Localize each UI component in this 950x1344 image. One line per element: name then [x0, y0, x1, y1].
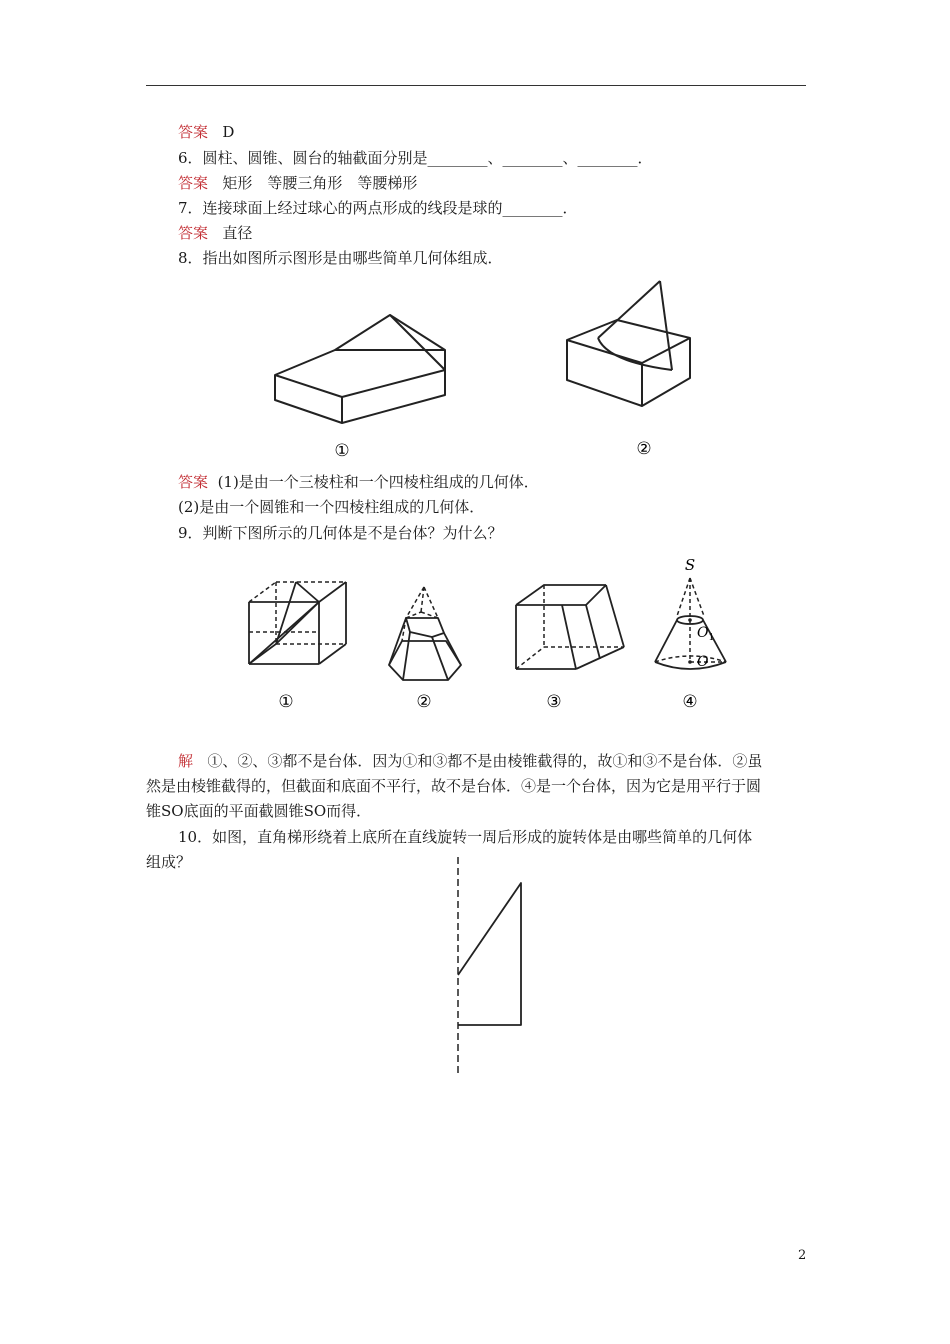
figure-oblique-frustum [386, 585, 466, 710]
figure-right-trapezoid [450, 855, 530, 1080]
center-label-o: O [697, 654, 709, 670]
solution-text: ①、②、③都不是台体．因为①和③都不是由棱锥截得的，故①和③不是台体．②虽 [207, 752, 763, 770]
q10-question-1: 10．如图，直角梯形绕着上底所在直线旋转一周后形成的旋转体是由哪些简单的几何体 [178, 828, 753, 846]
header-rule [146, 85, 806, 86]
answer-label: 答案 [178, 123, 209, 141]
center-point-o1 [688, 618, 692, 622]
center-label-o1: $O_1$ [697, 625, 715, 643]
apex-label-S: S [684, 556, 696, 574]
figure-cut-cube [246, 580, 356, 710]
answer-text: (1)是由一个三棱柱和一个四棱柱组成的几何体． [217, 473, 539, 491]
fig9-label-4: ④ [682, 692, 698, 712]
fig9-label-2: ② [416, 692, 432, 712]
q9-solution-2: 然是由棱锥截得的，但截面和底面不平行，故不是台体．④是一个台体，因为它是用平行于圆 [146, 777, 762, 795]
q6-question: 6．圆柱、圆锥、圆台的轴截面分别是________、________、________． [178, 149, 653, 167]
figure-cube-cut [514, 583, 626, 710]
fig9-label-1: ① [278, 692, 294, 712]
fig9-label-3: ③ [546, 692, 562, 712]
q8-answer-2: (2)是由一个圆锥和一个四棱柱组成的几何体． [178, 498, 485, 516]
answer-text: 矩形 等腰三角形 等腰梯形 [222, 174, 418, 192]
q9-question: 9．判断下图所示的几何体是不是台体？为什么？ [178, 524, 503, 542]
q8-question: 8．指出如图所示图形是由哪些简单几何体组成． [178, 249, 503, 267]
q5-answer [178, 122, 234, 142]
q7-answer [178, 223, 252, 243]
answer-text: 直径 [222, 224, 253, 242]
answer-label: 答案 [178, 174, 209, 192]
fig8-label-2: ② [636, 439, 652, 459]
q9-solution-1 [178, 751, 762, 771]
answer-label: 答案 [178, 224, 209, 242]
answer-text: D [222, 123, 235, 141]
figure-house-solid [270, 310, 460, 470]
q9-solution-3: 锥SO底面的平面截圆锥SO而得． [146, 802, 372, 820]
q10-question-2: 组成？ [146, 853, 192, 871]
figure-cone-on-box [562, 278, 712, 468]
center-point-o [688, 660, 692, 664]
answer-label: 答案 [178, 473, 209, 491]
page-number: 2 [798, 1248, 807, 1263]
q8-answer-1 [178, 472, 539, 492]
fig8-label-1: ① [334, 441, 350, 461]
figure-cone-frustum [650, 556, 750, 711]
q7-question: 7．连接球面上经过球心的两点形成的线段是球的________． [178, 199, 578, 217]
q6-answer [178, 173, 417, 193]
solution-label: 解 [178, 752, 194, 770]
